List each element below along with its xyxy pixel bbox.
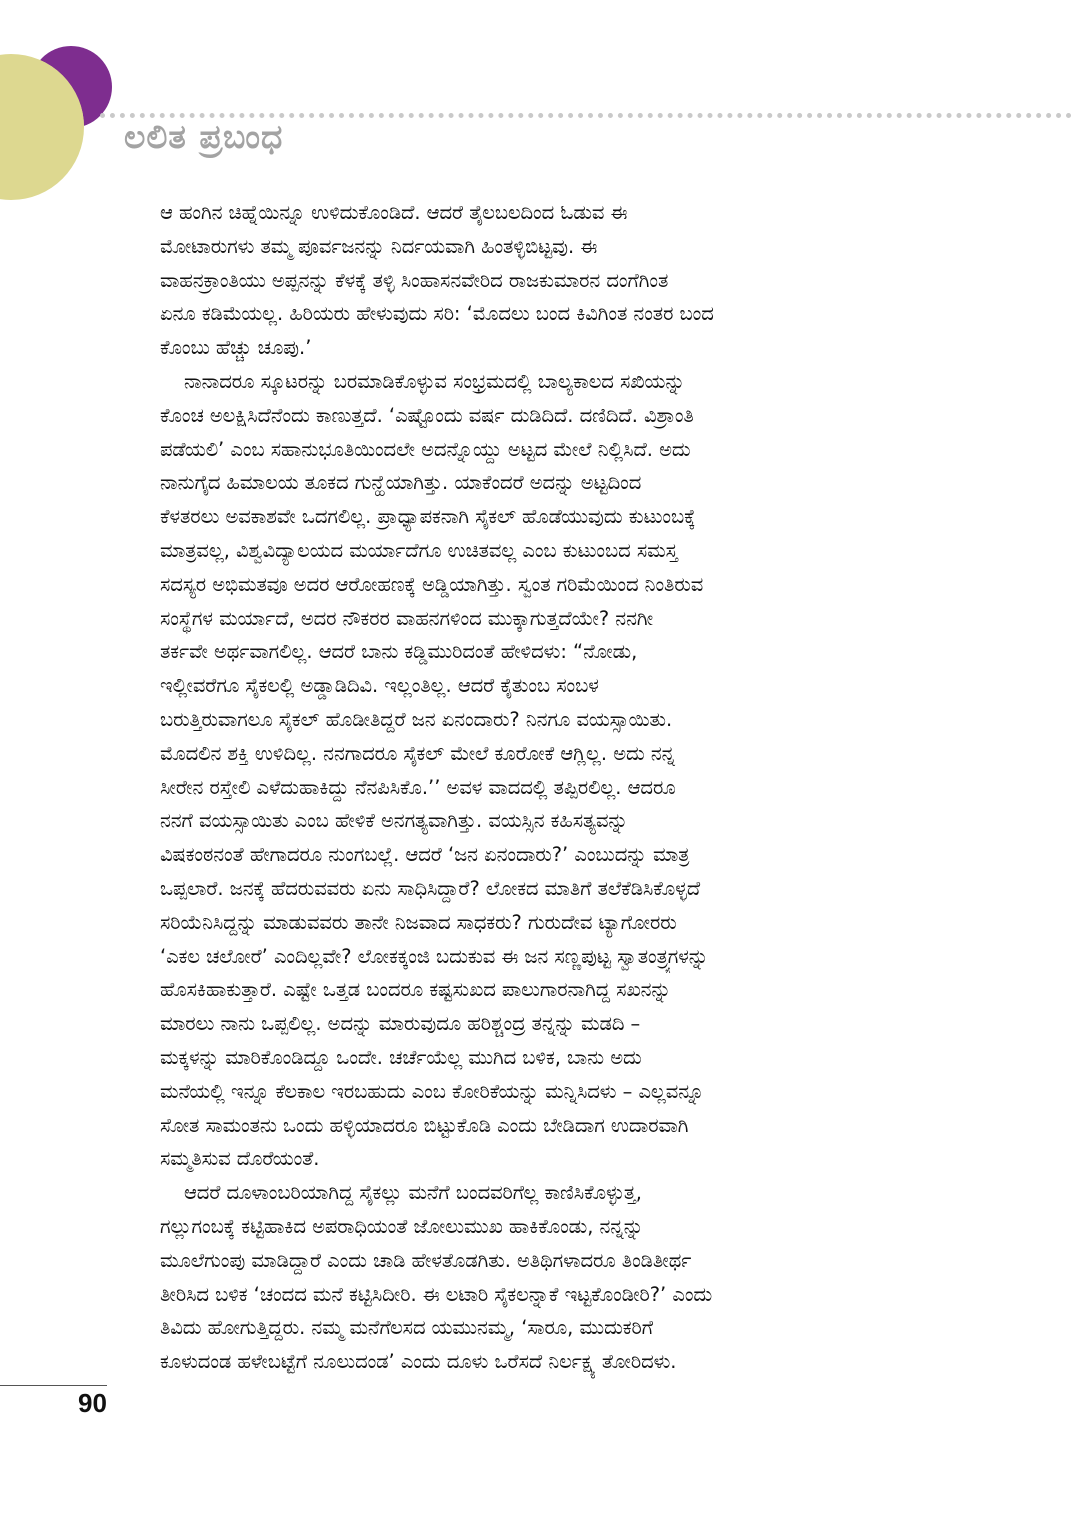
text-line: ಇಲ್ಲೀವರೆಗೂ ಸೈಕಲಲ್ಲಿ ಅಡ್ಡಾಡಿದಿವಿ. ಇಲ್ಲಂತಿಲ್ಲ. ಆದರೆ ಕೈತುಂಬ ಸಂಬಳ [160,674,599,698]
text-line: ಬರುತ್ತಿರುವಾಗಲೂ ಸೈಕಲ್ ಹೊಡೀತಿದ್ದರೆ ಜನ ಏನಂದಾರು? ನಿನಗೂ ವಯಸ್ಸಾಯಿತು. [160,707,673,731]
text-line: ನಾನಾದರೂ ಸ್ಕೂಟರನ್ನು ಬರಮಾಡಿಕೊಳ್ಳುವ ಸಂಭ್ರಮದಲ್ಲಿ ಬಾಲ್ಯಕಾಲದ ಸಖಿಯನ್ನು [184,369,685,393]
text-line: ಸೋತ ಸಾಮಂತನು ಒಂದು ಹಳ್ಳಿಯಾದರೂ ಬಿಟ್ಟುಕೊಡಿ ಎಂದು ಬೇಡಿದಾಗ ಉದಾರವಾಗಿ [160,1113,689,1137]
text-line: ಸರಿಯೆನಿಸಿದ್ದನ್ನು ಮಾಡುವವರು ತಾನೇ ನಿಜವಾದ ಸಾಧಕರು? ಗುರುದೇವ ಟ್ಯಾಗೋರರು [160,910,677,934]
text-line: ಸಂಸ್ಥೆಗಳ ಮರ್ಯಾದೆ, ಅದರ ನೌಕರರ ವಾಹನಗಳಿಂದ ಮುಕ್ಕಾಗುತ್ತದೆಯೇ? ನನಗೀ [160,606,654,630]
text-line: ಮನೆಯಲ್ಲಿ ಇನ್ನೂ ಕೆಲಕಾಲ ಇರಬಹುದು ಎಂಬ ಕೋರಿಕೆಯನ್ನು ಮನ್ನಿಸಿದಳು – ಎಲ್ಲವನ್ನೂ [160,1079,705,1103]
text-line: ವಾಹನಕ್ರಾಂತಿಯು ಅಪ್ಪನನ್ನು ಕೆಳಕ್ಕೆ ತಳ್ಳಿ ಸಿಂಹಾಸನವೇರಿದ ರಾಜಕುಮಾರನ ದಂಗೆಗಿಂತ [160,268,669,292]
text-line: ಮೋಟಾರುಗಳು ತಮ್ಮ ಪೂರ್ವಜನನ್ನು ನಿರ್ದಯವಾಗಿ ಹಿಂತಳ್ಳಿಬಿಟ್ಟವು. ಈ [160,234,598,258]
text-line: ಏನೂ ಕಡಿಮೆಯಲ್ಲ. ಹಿರಿಯರು ಹೇಳುವುದು ಸರಿ: ‘ಮೊದಲು ಬಂದ ಕಿವಿಗಿಂತ ನಂತರ ಬಂದ [160,302,714,326]
text-line: ವಿಷಕಂಠನಂತೆ ಹೇಗಾದರೂ ನುಂಗಬಲ್ಲೆ. ಆದರೆ ‘ಜನ ಏನಂದಾರು?’ ಎಂಬುದನ್ನು ಮಾತ್ರ [160,843,690,867]
text-line: ಮಾರಲು ನಾನು ಒಪ್ಪಲಿಲ್ಲ. ಅದನ್ನು ಮಾರುವುದೂ ಹರಿಶ್ಚಂದ್ರ ತನ್ನನ್ನು ಮಡದಿ – [160,1012,641,1036]
text-line: ಹೊಸಕಿಹಾಕುತ್ತಾರೆ. ಎಷ್ಟೇ ಒತ್ತಡ ಬಂದರೂ ಕಷ್ಟಸುಖದ ಪಾಲುಗಾರನಾಗಿದ್ದ ಸಖನನ್ನು [160,978,671,1002]
page-number: 90 [78,1388,107,1418]
text-line: ನನಗೆ ವಯಸ್ಸಾಯಿತು ಎಂಬ ಹೇಳಿಕೆ ಅನಗತ್ಯವಾಗಿತ್ತು. ವಯಸ್ಸಿನ ಕಹಿಸತ್ಯವನ್ನು [160,809,628,833]
circle-overlap-decoration [0,54,84,200]
text-line: ಒಪ್ಪಲಾರೆ. ಜನಕ್ಕೆ ಹೆದರುವವರು ಏನು ಸಾಧಿಸಿದ್ದಾರೆ? ಲೋಕದ ಮಾತಿಗೆ ತಲೆಕೆಡಿಸಿಕೊಳ್ಳದೆ [160,876,701,900]
section-title: ಲಲಿತ ಪ್ರಬಂಧ [124,117,284,156]
text-line: ಆ ಹಂಗಿನ ಚಿಹ್ನೆಯಿನ್ನೂ ಉಳಿದುಕೊಂಡಿದೆ. ಆದರೆ ತೈಲಬಲದಿಂದ ಓಡುವ ಈ [160,201,628,224]
text-line: ಮಕ್ಕಳನ್ನು ಮಾರಿಕೊಂಡಿದ್ದೂ ಒಂದೇ. ಚರ್ಚೆಯೆಲ್ಲ ಮುಗಿದ ಬಳಿಕ, ಬಾನು ಅದು [160,1045,642,1069]
text-line: ಕೆಳತರಲು ಅವಕಾಶವೇ ಒದಗಲಿಲ್ಲ. ಪ್ರಾಧ್ಯಾಪಕನಾಗಿ ಸೈಕಲ್ ಹೊಡೆಯುವುದು ಕುಟುಂಬಕ್ಕೆ [160,505,696,529]
text-line: ‘ಎಕಲ ಚಲೋರೆ’ ಎಂದಿಲ್ಲವೇ? ಲೋಕಕ್ಕಂಜಿ ಬದುಕುವ ಈ ಜನ ಸಣ್ಣಪುಟ್ಟ ಸ್ವಾತಂತ್ರ್ಯಗಳನ್ನು [160,944,709,968]
text-line: ಗಲ್ಲುಗಂಬಕ್ಕೆ ಕಟ್ಟಿಹಾಕಿದ ಅಪರಾಧಿಯಂತೆ ಜೋಲುಮುಖ ಹಾಕಿಕೊಂಡು, ನನ್ನನ್ನು [160,1214,644,1238]
text-line: ತೀರಿಸಿದ ಬಳಿಕ ‘ಚಂದದ ಮನೆ ಕಟ್ಟಿಸಿದೀರಿ. ಈ ಲಟಾರಿ ಸೈಕಲನ್ನಾಕೆ ಇಟ್ಟಕೊಂಡೀರಿ?’ ಎಂದು [160,1282,713,1306]
text-line: ಸಮ್ಮತಿಸುವ ದೊರೆಯಂತೆ. [160,1147,320,1171]
text-line: ಸೀರೇನ ರಸ್ತೇಲಿ ಎಳೆದುಹಾಕಿದ್ದು ನೆನಪಿಸಿಕೊ.’’ ಅವಳ ವಾದದಲ್ಲಿ ತಪ್ಪಿರಲಿಲ್ಲ. ಆದರೂ [160,775,676,799]
text-line: ಕೂಳುದಂಡ ಹಳೇಬಟ್ಟೆಗೆ ನೂಲುದಂಡ’ ಎಂದು ದೂಳು ಒರೆಸದೆ ನಿರ್ಲಕ್ಷ್ಯ ತೋರಿದಳು. [160,1350,677,1374]
text-line: ಮಾತ್ರವಲ್ಲ, ವಿಶ್ವವಿದ್ಯಾಲಯದ ಮರ್ಯಾದೆಗೂ ಉಚಿತವಲ್ಲ ಎಂಬ ಕುಟುಂಬದ ಸಮಸ್ತ [160,538,678,562]
text-line: ಸದಸ್ಯರ ಅಭಿಮತವೂ ಅದರ ಆರೋಹಣಕ್ಕೆ ಅಡ್ಡಿಯಾಗಿತ್ತು. ಸ್ವಂತ ಗರಿಮೆಯಿಂದ ನಿಂತಿರುವ [160,572,704,596]
article-body [160,196,905,1379]
text-line: ಪಡೆಯಲಿ’ ಎಂಬ ಸಹಾನುಭೂತಿಯಿಂದಲೇ ಅದನ್ನೊಯ್ದು ಅಟ್ಟದ ಮೇಲೆ ನಿಲ್ಲಿಸಿದೆ. ಅದು [160,437,691,461]
text-line: ಮೊದಲಿನ ಶಕ್ತಿ ಉಳಿದಿಲ್ಲ. ನನಗಾದರೂ ಸೈಕಲ್ ಮೇಲೆ ಕೂರೋಕೆ ಆಗ್ಲಿಲ್ಲ. ಅದು ನನ್ನ [160,741,676,765]
text-line: ನಾನುಗೈದ ಹಿಮಾಲಯ ತೂಕದ ಗುನ್ಹೆಯಾಗಿತ್ತು. ಯಾಕೆಂದರೆ ಅದನ್ನು ಅಟ್ಟದಿಂದ [160,471,642,495]
text-line: ತರ್ಕವೇ ಅರ್ಥವಾಗಲಿಲ್ಲ. ಆದರೆ ಬಾನು ಕಡ್ಡಿಮುರಿದಂತೆ ಹೇಳಿದಳು: “ನೋಡು, [160,640,638,664]
text-line: ಕೊಂಚ ಅಲಕ್ಷಿಸಿದೆನೆಂದು ಕಾಣುತ್ತದೆ. ‘ಎಷ್ಟೊಂದು ವರ್ಷ ದುಡಿದಿದೆ. ದಣಿದಿದೆ. ವಿಶ್ರಾಂತಿ [160,403,694,427]
text-line: ಮೂಲೆಗುಂಪು ಮಾಡಿದ್ದಾರೆ ಎಂದು ಚಾಡಿ ಹೇಳತೊಡಗಿತು. ಅತಿಥಿಗಳಾದರೂ ತಿಂಡಿತೀರ್ಥ [160,1248,692,1272]
text-line: ಆದರೆ ದೂಳಾಂಬರಿಯಾಗಿದ್ದ ಸೈಕಲ್ಲು ಮನೆಗೆ ಬಂದವರಿಗೆಲ್ಲ ಕಾಣಿಸಿಕೊಳ್ಳುತ್ತ, [184,1181,642,1205]
footer-rule [0,1385,107,1386]
text-line: ಕೊಂಬು ಹೆಚ್ಚು ಚೂಪು.’ [160,336,312,360]
text-line: ತಿವಿದು ಹೋಗುತ್ತಿದ್ದರು. ನಮ್ಮ ಮನೆಗೆಲಸದ ಯಮುನಮ್ಮ, ‘ಸಾರೂ, ಮುದುಕರಿಗೆ [160,1316,653,1340]
